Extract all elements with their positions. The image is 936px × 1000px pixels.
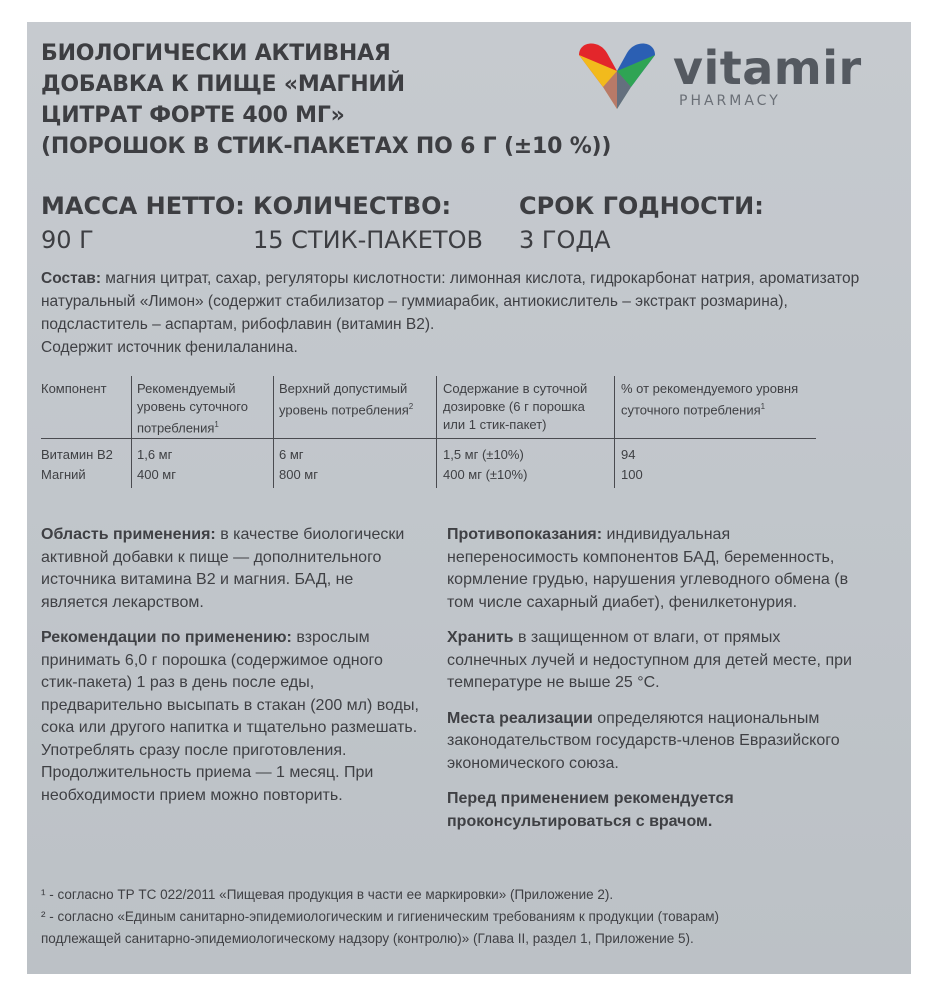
table-cell: 1,5 мг (±10%) <box>443 447 524 462</box>
contraindications: Противопоказания: индивидуальная непереносимость компонентов БАД, беременность, кормление грудью, нарушения углеводного обмена (в том числе сахарный диабет), фенилкетонурия. <box>447 526 849 611</box>
heart-logo-icon <box>573 37 663 117</box>
fact-shelf-life <box>519 192 764 254</box>
consult-note: Перед применением рекомендуется проконсультироваться с врачом. <box>447 790 734 830</box>
footnote: ² - согласно «Единым санитарно-эпидемиологическим и гигиеническим требованиям к продукции (товарам) <box>41 909 719 924</box>
table-cell: 800 мг <box>279 467 318 482</box>
left-column <box>41 524 421 820</box>
fact-value: 3 ГОДА <box>519 226 611 254</box>
table-divider <box>273 376 274 488</box>
footnote: ¹ - согласно ТР ТС 022/2011 «Пищевая продукция в части ее маркировки» (Приложение 2). <box>41 887 614 902</box>
usage-area: Область применения: в качестве биологически активной добавки к пище — дополнительного источника витамина В2 и магния. БАД, не является лекарством. <box>41 526 405 611</box>
title-line: (ПОРОШОК В СТИК-ПАКЕТАХ ПО 6 Г (±10 %)) <box>41 134 612 159</box>
header-cell: Верхний допустимый уровень потребления$^2$ <box>279 381 414 418</box>
brand-logo <box>573 37 893 117</box>
table-divider <box>131 376 132 488</box>
fact-value: 15 СТИК-ПАКЕТОВ <box>253 226 483 254</box>
table-cell: 1,6 мг <box>137 447 173 462</box>
footnotes <box>41 884 891 950</box>
table-divider <box>436 376 437 488</box>
table-cell: 6 мг <box>279 447 304 462</box>
fact-label: КОЛИЧЕСТВО: <box>253 192 452 220</box>
composition-note: Содержит источник фенилаланина. <box>41 339 298 356</box>
fact-net-weight <box>41 192 245 254</box>
brand-name: vitamir <box>673 41 862 95</box>
composition <box>41 267 861 359</box>
title-line: ДОБАВКА К ПИЩЕ «МАГНИЙ <box>41 72 405 97</box>
table-cell: 94 <box>621 447 636 462</box>
header-cell: Компонент <box>41 381 107 396</box>
header-cell: % от рекомендуемого уровня суточного потребления$^1$ <box>621 381 799 418</box>
table-cell: Магний <box>41 467 86 482</box>
table-cell: 400 мг <box>137 467 176 482</box>
right-column <box>447 524 857 846</box>
header-cell: Рекомендуемый уровень суточного потребления$^1$ <box>137 381 248 436</box>
fact-label: МАССА НЕТТО: <box>41 192 245 220</box>
product-title <box>41 38 611 162</box>
fact-label: СРОК ГОДНОСТИ: <box>519 192 764 220</box>
title-line: БИОЛОГИЧЕСКИ АКТИВНАЯ <box>41 41 391 66</box>
table-divider <box>614 376 615 488</box>
composition-label: Состав: <box>41 270 101 287</box>
table-cell: 400 мг (±10%) <box>443 467 528 482</box>
label-panel <box>27 22 911 974</box>
table-cell: 100 <box>621 467 643 482</box>
fact-value: 90 Г <box>41 226 94 254</box>
composition-text: магния цитрат, сахар, регуляторы кислотности: лимонная кислота, гидрокарбонат натрия, ароматизатор натуральный «Лимон» (содержит стабилизатор – гуммиарабик, антиокислитель – экстракт розмарина), подсластитель – аспартам, рибофлавин (витамин В2). <box>41 270 860 333</box>
sales-places: Места реализации определяются национальным законодательством государств-членов Евразийского экономического союза. <box>447 709 840 772</box>
fact-quantity <box>253 192 483 254</box>
table-cell: Витамин В2 <box>41 447 113 462</box>
storage-conditions: Хранить в защищенном от влаги, от прямых солнечных лучей и недоступном для детей месте, при температуре не выше 25 °С. <box>447 629 852 691</box>
table-header <box>41 376 816 436</box>
brand-subtitle: PHARMACY <box>679 93 781 109</box>
table-rule <box>41 438 816 439</box>
header-cell: Содержание в суточной дозировке (6 г порошка или 1 стик-пакет) <box>443 381 588 432</box>
title-line: ЦИТРАТ ФОРТЕ 400 МГ» <box>41 103 345 128</box>
usage-recommendations: Рекомендации по применению: взрослым принимать 6,0 г порошка (содержимое одного стик-пакета) 1 раз в день после еды, предварительно высыпать в стакан (200 мл) воды, сока или другого напитка и тщательно размешать. Употреблять сразу после приготовления. Продолжительность приема — 1 месяц. При необходимости прием можно повторить. <box>41 629 419 804</box>
footnote: подлежащей санитарно-эпидемиологическому надзору (контролю)» (Глава II, раздел 1, Приложение 5). <box>41 931 694 946</box>
